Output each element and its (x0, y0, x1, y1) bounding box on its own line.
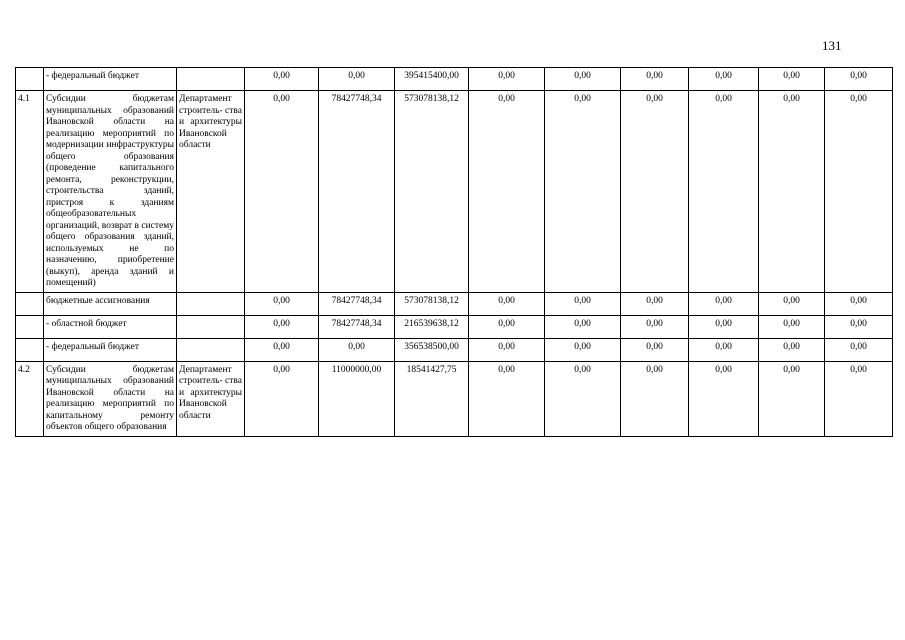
row-value: 0,00 (759, 68, 825, 91)
row-value: 0,00 (545, 361, 621, 436)
row-value: 0,00 (621, 315, 689, 338)
row-name: бюджетные ассигнования (44, 292, 177, 315)
row-number (16, 292, 44, 315)
row-value: 0,00 (759, 315, 825, 338)
row-value: 0,00 (759, 338, 825, 361)
row-value: 0,00 (689, 68, 759, 91)
row-value: 0,00 (469, 315, 545, 338)
row-value: 78427748,34 (319, 91, 395, 293)
row-value: 0,00 (545, 338, 621, 361)
row-name: - федеральный бюджет (44, 68, 177, 91)
row-number (16, 315, 44, 338)
row-value: 0,00 (759, 361, 825, 436)
row-organization (177, 68, 245, 91)
row-value: 216539638,12 (395, 315, 469, 338)
row-value: 0,00 (825, 292, 893, 315)
row-value: 0,00 (825, 68, 893, 91)
table-row (16, 361, 893, 436)
row-value: 78427748,34 (319, 292, 395, 315)
table-row (16, 68, 893, 91)
row-value: 0,00 (245, 338, 319, 361)
row-value: 0,00 (469, 292, 545, 315)
budget-table (15, 67, 893, 437)
row-value: 0,00 (245, 91, 319, 293)
row-value: 0,00 (759, 292, 825, 315)
row-value: 356538500,00 (395, 338, 469, 361)
row-value: 0,00 (621, 338, 689, 361)
row-value: 0,00 (825, 91, 893, 293)
row-value: 0,00 (245, 315, 319, 338)
row-organization: Департамент строитель- ства и архитектуры Ивановской области (177, 361, 245, 436)
row-value: 78427748,34 (319, 315, 395, 338)
row-value: 0,00 (689, 91, 759, 293)
row-value: 0,00 (545, 91, 621, 293)
row-name: Субсидии бюджетам муниципальных образований Ивановской области на реализацию мероприятий по модернизации инфраструктуры общего образования (проведение капитального ремонта, реконструкции, строительства зданий, пристроя к зданиям общеобразовательных организаций, возврат в систему общего образования зданий, используемых не по назначению, приобретение (выкуп), аренда зданий и помещений) (44, 91, 177, 293)
row-value: 0,00 (621, 292, 689, 315)
row-value: 0,00 (689, 361, 759, 436)
row-value: 0,00 (469, 338, 545, 361)
table-row (16, 292, 893, 315)
row-value: 0,00 (545, 68, 621, 91)
row-value: 0,00 (245, 292, 319, 315)
row-value: 0,00 (759, 91, 825, 293)
row-value: 0,00 (689, 315, 759, 338)
table-row (16, 91, 893, 293)
table-row (16, 338, 893, 361)
row-value: 0,00 (825, 361, 893, 436)
row-value: 0,00 (825, 315, 893, 338)
row-number (16, 68, 44, 91)
row-organization (177, 338, 245, 361)
row-value: 573078138,12 (395, 91, 469, 293)
row-value: 0,00 (469, 68, 545, 91)
row-value: 0,00 (245, 68, 319, 91)
row-value: 11000000,00 (319, 361, 395, 436)
row-value: 0,00 (621, 91, 689, 293)
row-value: 18541427,75 (395, 361, 469, 436)
table-row (16, 315, 893, 338)
row-value: 0,00 (319, 338, 395, 361)
row-number (16, 338, 44, 361)
row-value: 0,00 (825, 338, 893, 361)
row-organization (177, 292, 245, 315)
row-name: - федеральный бюджет (44, 338, 177, 361)
row-name: - областной бюджет (44, 315, 177, 338)
row-name: Субсидии бюджетам муниципальных образований Ивановской области на реализацию мероприятий по капитальному ремонту объектов общего образования (44, 361, 177, 436)
row-number: 4.1 (16, 91, 44, 293)
row-value: 0,00 (545, 315, 621, 338)
row-number: 4.2 (16, 361, 44, 436)
row-value: 0,00 (545, 292, 621, 315)
row-value: 573078138,12 (395, 292, 469, 315)
row-value: 0,00 (319, 68, 395, 91)
row-value: 0,00 (469, 361, 545, 436)
row-organization (177, 315, 245, 338)
table-body (16, 68, 893, 437)
row-value: 0,00 (689, 338, 759, 361)
row-value: 0,00 (469, 91, 545, 293)
row-value: 0,00 (621, 361, 689, 436)
page-number: 131 (822, 38, 842, 53)
row-value: 0,00 (689, 292, 759, 315)
row-organization: Департамент строитель- ства и архитектуры Ивановской области (177, 91, 245, 293)
row-value: 0,00 (245, 361, 319, 436)
row-value: 0,00 (621, 68, 689, 91)
row-value: 395415400,00 (395, 68, 469, 91)
